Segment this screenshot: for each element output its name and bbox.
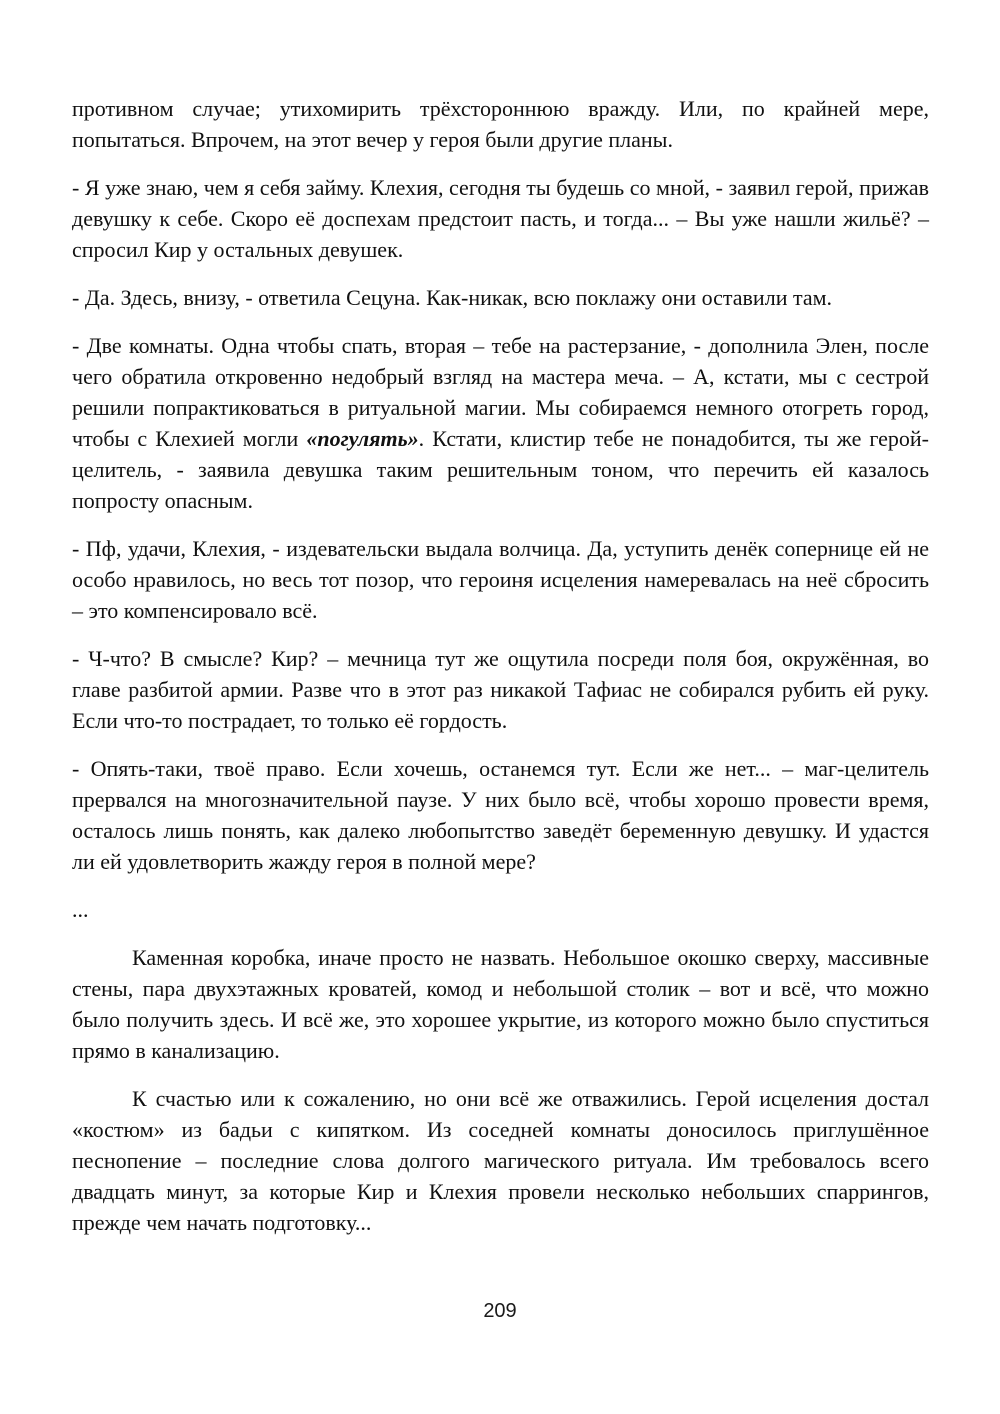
page-number: 209 — [483, 1300, 517, 1322]
paragraph — [72, 894, 929, 925]
text-run: - Опять-таки, твоё право. Если хочешь, останемся тут. Если же нет... – маг-целитель прервался на многозначительной паузе. У них было всё, чтобы хорошо провести время, осталось лишь понять, как далеко любопытство заведёт беременную девушку. И удастся ли ей удовлетворить жажду героя в полной мере? — [72, 756, 929, 874]
paragraph — [72, 753, 929, 877]
text-run: - Две комнаты. Одна чтобы спать, вторая – тебе на растерзание, - дополнила Элен, после чего обратила откровенно недобрый взгляд на мастера меча. – А, кстати, мы с сестрой решили попрактиковаться в ритуальной магии. Мы собираемся немного отогреть город, чтобы с Клехией могли — [72, 333, 929, 451]
text-run-emphasis: «погулять» — [306, 426, 419, 451]
text-run: - Да. Здесь, внизу, - ответила Сецуна. Как-никак, всю поклажу они оставили там. — [72, 285, 833, 310]
paragraph — [72, 172, 929, 265]
text-run: - Ч-что? В смысле? Кир? – мечница тут же ощутила посреди поля боя, окружённая, во главе разбитой армии. Разве что в этот раз никакой Тафиас не собирался рубить ей руку. Если что-то пострадает, то только её гордость. — [72, 646, 929, 733]
text-run: противном случае; утихомирить трёхстороннюю вражду. Или, по крайней мере, попытаться. Впрочем, на этот вечер у героя были другие планы. — [72, 96, 929, 152]
text-run: ... — [72, 897, 89, 922]
text-run: Каменная коробка, иначе просто не назвать. Небольшое окошко сверху, массивные стены, пара двухэтажных кроватей, комод и небольшой столик – вот и всё, что можно было получить здесь. И всё же, это хорошее укрытие, из которого можно было спуститься прямо в канализацию. — [72, 945, 929, 1063]
paragraph — [72, 942, 929, 1066]
paragraph — [72, 1083, 929, 1238]
text-run: К счастью или к сожалению, но они всё же отважились. Герой исцеления достал «костюм» из бадьи с кипятком. Из соседней комнаты доносилось приглушённое песнопение – последние слова долгого магического ритуала. Им требовалось всего двадцать минут, за которые Кир и Клехия провели несколько небольших спаррингов, прежде чем начать подготовку... — [72, 1086, 929, 1235]
text-run: - Я уже знаю, чем я себя займу. Клехия, сегодня ты будешь со мной, - заявил герой, прижав девушку к себе. Скоро её доспехам предстоит пасть, и тогда... – Вы уже нашли жильё? – спросил Кир у остальных девушек. — [72, 175, 929, 262]
text-run: . Кстати, клистир тебе не понадобится, ты же герой-целитель, - заявила девушка таким решительным тоном, что перечить ей казалось попросту опасным. — [72, 426, 929, 513]
paragraph — [72, 93, 929, 155]
text-run: - Пф, удачи, Клехия, - издевательски выдала волчица. Да, уступить денёк сопернице ей не особо нравилось, но весь тот позор, что героиня исцеления намеревалась на неё сбросить – это компенсировало всё. — [72, 536, 929, 623]
document-body — [72, 93, 929, 1255]
paragraph — [72, 330, 929, 516]
paragraph — [72, 282, 929, 313]
paragraph — [72, 533, 929, 626]
paragraph — [72, 643, 929, 736]
